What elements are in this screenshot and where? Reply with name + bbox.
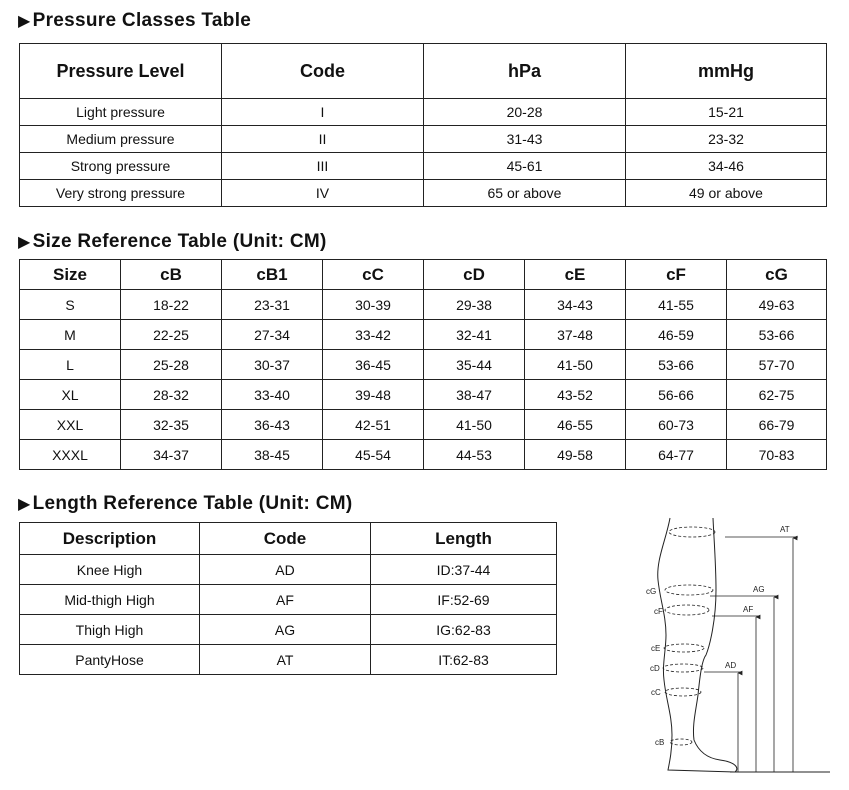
label-ad: AD <box>725 661 737 670</box>
table-row <box>20 99 827 126</box>
table-cell: IG:62-83 <box>371 615 557 645</box>
circumference-cb-ellipse <box>670 739 692 745</box>
table-cell: M <box>20 320 121 350</box>
length-table-heading <box>18 493 353 515</box>
column-header: cC <box>323 260 424 290</box>
column-header: cF <box>626 260 727 290</box>
column-header: cD <box>424 260 525 290</box>
table-cell: 37-48 <box>525 320 626 350</box>
label-cd: cD <box>650 664 660 673</box>
table-row <box>20 645 557 675</box>
column-header: Code <box>200 523 371 555</box>
table-cell: 57-70 <box>727 350 827 380</box>
table-cell: III <box>222 153 424 180</box>
table-cell: S <box>20 290 121 320</box>
pressure-table-heading <box>18 10 251 32</box>
size-table-title: Size Reference Table (Unit: CM) <box>32 231 327 252</box>
column-header: cB1 <box>222 260 323 290</box>
column-header: Description <box>20 523 200 555</box>
circumference-top-ellipse <box>669 527 715 537</box>
triangle-bullet-icon: ▶ <box>18 13 31 30</box>
size-reference-table <box>19 259 827 470</box>
table-cell: 49 or above <box>626 180 827 207</box>
table-cell: 46-59 <box>626 320 727 350</box>
label-at: AT <box>780 525 790 534</box>
label-cf: cF <box>654 607 663 616</box>
table-row <box>20 290 827 320</box>
table-cell: 49-58 <box>525 440 626 470</box>
table-cell: 29-38 <box>424 290 525 320</box>
label-cc: cC <box>651 688 661 697</box>
table-cell: 36-43 <box>222 410 323 440</box>
table-cell: 49-63 <box>727 290 827 320</box>
table-cell: 62-75 <box>727 380 827 410</box>
table-cell: 34-43 <box>525 290 626 320</box>
table-row <box>20 410 827 440</box>
table-cell: AF <box>200 585 371 615</box>
table-cell: 42-51 <box>323 410 424 440</box>
table-cell: Knee High <box>20 555 200 585</box>
table-cell: IF:52-69 <box>371 585 557 615</box>
table-row <box>20 555 557 585</box>
triangle-bullet-icon: ▶ <box>18 496 31 513</box>
table-cell: XXL <box>20 410 121 440</box>
table-cell: 41-55 <box>626 290 727 320</box>
table-cell: AT <box>200 645 371 675</box>
table-cell: 41-50 <box>424 410 525 440</box>
column-header: cB <box>121 260 222 290</box>
table-cell: 41-50 <box>525 350 626 380</box>
table-cell: Thigh High <box>20 615 200 645</box>
table-row <box>20 320 827 350</box>
table-row <box>20 350 827 380</box>
table-cell: 23-31 <box>222 290 323 320</box>
table-cell: 45-54 <box>323 440 424 470</box>
column-header: mmHg <box>626 44 827 99</box>
label-cb: cB <box>655 738 665 747</box>
circumference-ce-ellipse <box>664 644 704 652</box>
table-row <box>20 440 827 470</box>
leg-measurement-diagram <box>640 510 840 780</box>
table-cell: 56-66 <box>626 380 727 410</box>
column-header: Size <box>20 260 121 290</box>
table-cell: 34-46 <box>626 153 827 180</box>
table-cell: 23-32 <box>626 126 827 153</box>
table-cell: 33-42 <box>323 320 424 350</box>
table-cell: 33-40 <box>222 380 323 410</box>
table-cell: Mid-thigh High <box>20 585 200 615</box>
table-cell: 70-83 <box>727 440 827 470</box>
table-cell: ID:37-44 <box>371 555 557 585</box>
table-cell: 32-35 <box>121 410 222 440</box>
table-cell: 34-37 <box>121 440 222 470</box>
column-header: hPa <box>424 44 626 99</box>
table-cell: 66-79 <box>727 410 827 440</box>
column-header: cG <box>727 260 827 290</box>
column-header: Length <box>371 523 557 555</box>
circumference-cf-ellipse <box>665 605 709 615</box>
table-cell: 38-47 <box>424 380 525 410</box>
table-cell: 64-77 <box>626 440 727 470</box>
table-cell: 15-21 <box>626 99 827 126</box>
table-cell: IT:62-83 <box>371 645 557 675</box>
table-cell: AG <box>200 615 371 645</box>
table-header-row <box>20 523 557 555</box>
table-cell: 39-48 <box>323 380 424 410</box>
table-cell: 18-22 <box>121 290 222 320</box>
table-cell: 30-39 <box>323 290 424 320</box>
table-cell: I <box>222 99 424 126</box>
table-cell: 44-53 <box>424 440 525 470</box>
table-cell: Medium pressure <box>20 126 222 153</box>
table-cell: 20-28 <box>424 99 626 126</box>
column-header: Pressure Level <box>20 44 222 99</box>
circumference-cd-ellipse <box>663 664 703 672</box>
label-cg: cG <box>646 587 657 596</box>
table-cell: 35-44 <box>424 350 525 380</box>
table-row <box>20 380 827 410</box>
table-cell: Very strong pressure <box>20 180 222 207</box>
circumference-cc-ellipse <box>665 688 701 696</box>
table-cell: 45-61 <box>424 153 626 180</box>
table-row <box>20 180 827 207</box>
triangle-bullet-icon: ▶ <box>18 234 31 251</box>
table-cell: II <box>222 126 424 153</box>
pressure-table-title: Pressure Classes Table <box>32 10 252 31</box>
circumference-cg-ellipse <box>665 585 713 595</box>
table-cell: 53-66 <box>727 320 827 350</box>
table-cell: L <box>20 350 121 380</box>
length-table-title: Length Reference Table (Unit: CM) <box>32 493 353 514</box>
table-cell: 38-45 <box>222 440 323 470</box>
table-cell: PantyHose <box>20 645 200 675</box>
table-cell: 43-52 <box>525 380 626 410</box>
table-cell: 46-55 <box>525 410 626 440</box>
table-header-row <box>20 44 827 99</box>
size-table-heading <box>18 231 327 253</box>
table-cell: 31-43 <box>424 126 626 153</box>
column-header: cE <box>525 260 626 290</box>
label-af: AF <box>743 605 754 614</box>
table-cell: Strong pressure <box>20 153 222 180</box>
table-cell: 65 or above <box>424 180 626 207</box>
table-row <box>20 153 827 180</box>
table-header-row <box>20 260 827 290</box>
table-cell: 25-28 <box>121 350 222 380</box>
table-cell: 27-34 <box>222 320 323 350</box>
table-cell: 30-37 <box>222 350 323 380</box>
table-cell: XL <box>20 380 121 410</box>
length-reference-table <box>19 522 557 675</box>
table-cell: XXXL <box>20 440 121 470</box>
label-ag: AG <box>753 585 765 594</box>
table-cell: 60-73 <box>626 410 727 440</box>
table-cell: AD <box>200 555 371 585</box>
table-cell: 28-32 <box>121 380 222 410</box>
table-cell: 32-41 <box>424 320 525 350</box>
label-ce: cE <box>651 644 661 653</box>
table-cell: Light pressure <box>20 99 222 126</box>
column-header: Code <box>222 44 424 99</box>
table-row <box>20 126 827 153</box>
table-cell: IV <box>222 180 424 207</box>
table-row <box>20 585 557 615</box>
table-row <box>20 615 557 645</box>
table-cell: 53-66 <box>626 350 727 380</box>
pressure-classes-table <box>19 43 827 207</box>
table-cell: 36-45 <box>323 350 424 380</box>
table-cell: 22-25 <box>121 320 222 350</box>
